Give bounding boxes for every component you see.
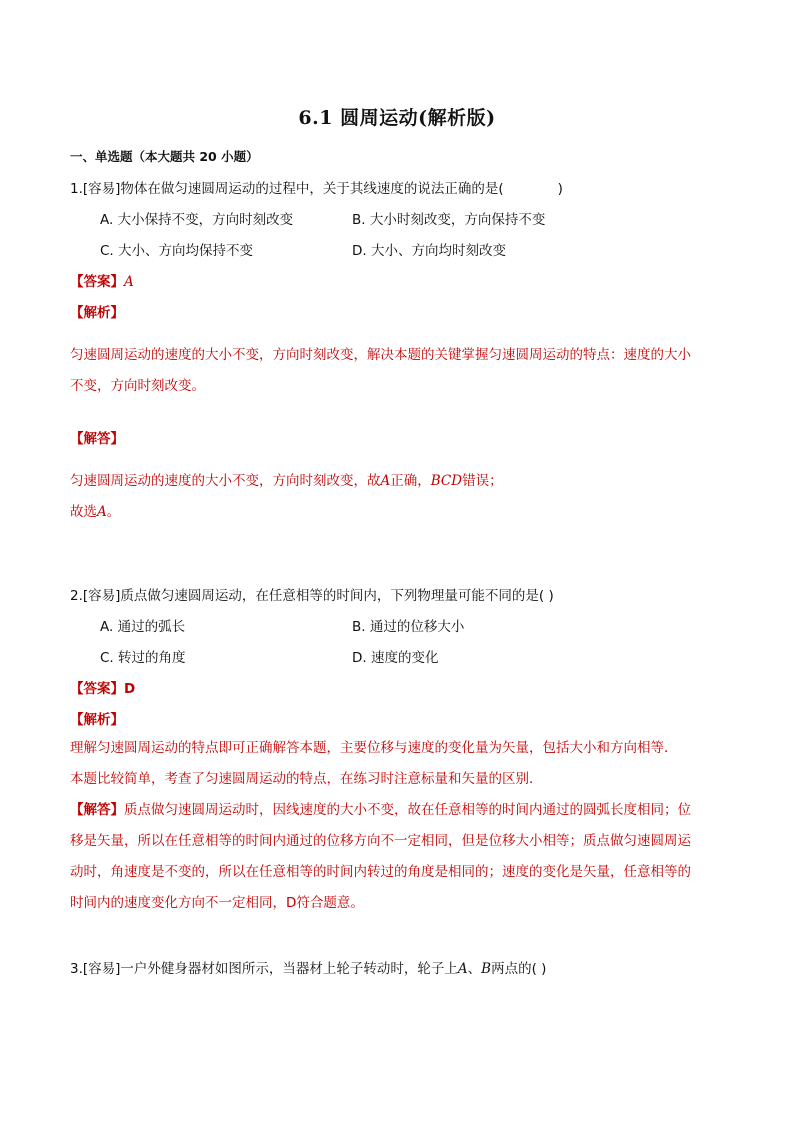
solution-text: 错误； bbox=[462, 473, 503, 489]
question-2-option-d: D. 速度的变化 bbox=[352, 650, 439, 666]
question-2-option-a: A. 通过的弧长 bbox=[100, 619, 186, 635]
question-2-option-c: C. 转过的角度 bbox=[100, 650, 186, 666]
question-1-option-b: B. 大小时刻改变，方向保持不变 bbox=[352, 212, 546, 228]
page-title: 6.1 圆周运动(解析版) bbox=[298, 107, 496, 129]
answer-label: 【答案】 bbox=[70, 274, 124, 290]
solution-line-2: 移是矢量，所以在任意相等的时间内通过的位移方向不一定相同，但是位移大小相等；质点做匀速圆周运 bbox=[70, 833, 691, 849]
question-1-option-c: C. 大小、方向均保持不变 bbox=[100, 243, 254, 259]
stem-var-b: B bbox=[481, 961, 492, 977]
question-2-analysis bbox=[70, 733, 724, 795]
answer-value: D bbox=[124, 681, 136, 697]
solution-line-1 bbox=[70, 795, 724, 826]
analysis-line-2: 本题比较简单，考查了匀速圆周运动的特点，在练习时注意标量和矢量的区别． bbox=[70, 771, 543, 787]
solution-var-a: A bbox=[380, 473, 391, 489]
question-2-solution bbox=[70, 795, 724, 919]
question-1-option-a: A. 大小保持不变，方向时刻改变 bbox=[100, 212, 294, 228]
solution-text: 匀速圆周运动的速度的大小不变，方向时刻改变，故 bbox=[70, 473, 381, 489]
section-heading: 一、单选题（本大题共 20 小题） bbox=[70, 149, 259, 164]
stem-text: 两点的( ) bbox=[491, 961, 547, 977]
solution-var-bcd: BCD bbox=[430, 473, 463, 489]
solution-line-1 bbox=[70, 466, 724, 497]
question-2-answer bbox=[70, 677, 135, 697]
question-2-analysis-label: 【解析】 bbox=[70, 712, 124, 728]
solution-line-4 bbox=[70, 888, 724, 919]
question-1-answer bbox=[70, 270, 134, 290]
solution-text: 质点做匀速圆周运动时，因线速度的大小不变，故在任意相等的时间内通过的圆弧长度相同；位 bbox=[124, 802, 691, 818]
answer-value: A bbox=[124, 274, 134, 290]
question-1-analysis-label: 【解析】 bbox=[70, 305, 124, 321]
choose-text: 故选 bbox=[70, 504, 97, 520]
choose-text: 。 bbox=[106, 504, 121, 520]
solution-text: 符合题意。 bbox=[296, 895, 364, 911]
solution-text: 时间内的速度变化方向不一定相同， bbox=[70, 895, 286, 911]
solution-var-d: D bbox=[286, 895, 297, 911]
question-1-analysis bbox=[70, 340, 724, 402]
solution-text: 正确， bbox=[390, 473, 431, 489]
solution-line-2 bbox=[70, 497, 724, 528]
analysis-line-1: 匀速圆周运动的速度的大小不变，方向时刻改变，解决本题的关键掌握匀速圆周运动的特点：速度的大小 bbox=[70, 347, 691, 363]
answer-label: 【答案】 bbox=[70, 681, 124, 697]
stem-text: 3.[容易]一户外健身器材如图所示，当器材上轮子转动时，轮子上 bbox=[70, 961, 458, 977]
question-2-stem: 2.[容易]质点做匀速圆周运动，在任意相等的时间内，下列物理量可能不同的是( ) bbox=[70, 588, 554, 604]
analysis-line-2: 不变，方向时刻改变。 bbox=[70, 378, 205, 394]
stem-var-a: A bbox=[457, 961, 468, 977]
question-1-solution-label: 【解答】 bbox=[70, 431, 124, 447]
solution-line-3: 动时，角速度是不变的，所以在任意相等的时间内转过的角度是相同的；速度的变化是矢量，任意相等的 bbox=[70, 864, 691, 880]
question-1-option-d: D. 大小、方向均时刻改变 bbox=[352, 243, 506, 259]
choose-var-a: A bbox=[97, 504, 107, 520]
question-1-stem: 1.[容易]物体在做匀速圆周运动的过程中，关于其线速度的说法正确的是( ) bbox=[70, 181, 563, 197]
question-1-solution bbox=[70, 466, 724, 528]
analysis-line-1: 理解匀速圆周运动的特点即可正确解答本题，主要位移与速度的变化量为矢量，包括大小和方向相等． bbox=[70, 740, 678, 756]
solution-label: 【解答】 bbox=[70, 802, 124, 818]
stem-text: 、 bbox=[467, 961, 482, 977]
question-3-stem bbox=[70, 957, 546, 977]
question-2-option-b: B. 通过的位移大小 bbox=[352, 619, 465, 635]
